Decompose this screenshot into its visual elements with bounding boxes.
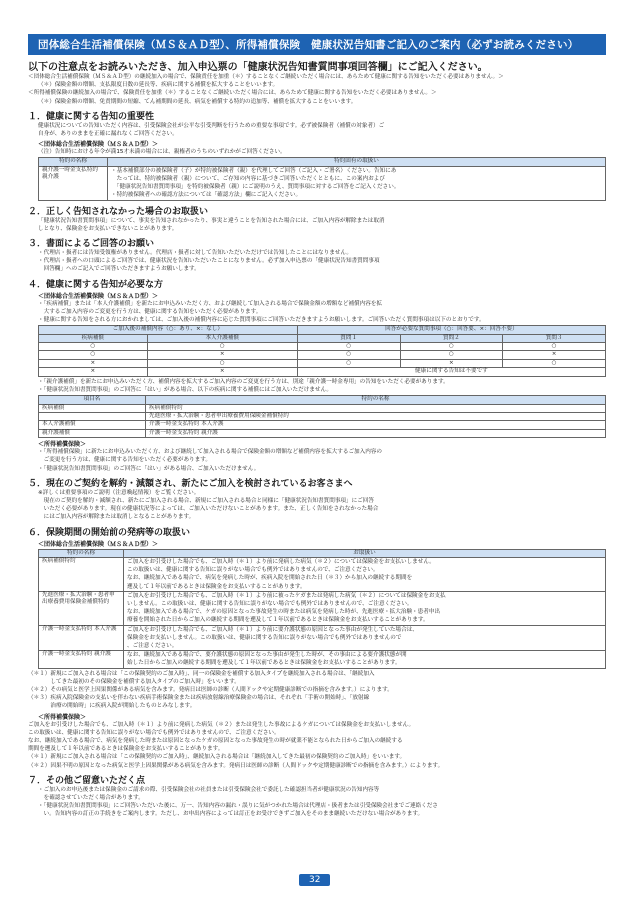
table-cell: 介護一時金支払特約 親介護	[146, 429, 606, 437]
section-4-body2: ・「所得補償保険」に新たにお申込みいただく方、および継続して加入される場合で保険金額の増額など補償内容を拡大するご加入内容の	[38, 449, 383, 456]
section-5-body: 現在のご契約を解約・減額され、新たにご加入される場合、新規にご加入される場合と同様に「健康状況告知書質問事項」にご回答	[38, 497, 374, 504]
table-cell: ×	[39, 368, 148, 376]
table-cell: 先進医療・拡大治験・患者申出療養費用保険金補償特約	[146, 412, 606, 420]
section-4-note: ・「健康状況告知書質問事項」のご回答に「はい」がある場合、以下の疾病に関する補償にはご加入いただけません。	[38, 386, 333, 393]
table-line: なお、継続加入である場合で、病気を発病した時が、疾病入院を開始された日（＊３）から加入の継続する期間を	[127, 575, 413, 582]
section-1-table	[38, 157, 606, 200]
section-2-body: しとなり、保険金をお支払いできないことがあります。	[38, 225, 178, 232]
table-line: 遡及して１年以前であるときは保険金をお支払いすることがあります。	[127, 583, 306, 590]
table-cell: 介護一時金支払特約 本人介護	[146, 421, 606, 429]
table-line: ・特約被保険者への確認方法については「確認方法」欄にご記入ください。	[111, 192, 302, 199]
table-cell: ○	[147, 359, 297, 367]
section-4-body: ・「疾病補償」または「本人介護補償」を新たにお申込みいただく方、および継続して加入される場合で保険金額の増額など補償内容を拡	[38, 300, 383, 307]
section-6-note: 治療の開始時」に疾病入院が開始したものとみなします。	[28, 703, 196, 710]
section-2-title: ２．正しく告知されなかった場合のお取扱い	[28, 206, 209, 217]
section-1-note: （注）告知時における年令が満15才未満の場合には、親権者のうちのいずれかがご回答ください。	[38, 149, 286, 156]
table-row	[39, 359, 606, 367]
section-6-body2: 期間を遡及して１年以前であるときは保険金をお支払いすることがあります。	[28, 746, 224, 753]
table-header: お取扱い	[124, 549, 606, 557]
table-header: 特約の名称	[146, 396, 606, 404]
table-row	[39, 412, 606, 420]
table-cell	[124, 591, 606, 625]
section-6-body2: この取扱いは、健康に関する告知に誤りがない場合でも例外ではありませんので、ご注意ください。	[28, 729, 280, 736]
section-6-note: （＊２）その病気と医学上因果関係がある病気を含みます。発病日は医師の診断（人間ドックや定期健康診断での指摘を含みます。）によります。	[28, 687, 393, 694]
table-cell: 介護一時金支払特約 親介護	[39, 651, 124, 668]
section-6-body2: ご加入をお引受けした場合でも、ご加入時（＊１）より前に発病した病気（＊２）または発生した事故によるケガについては保険金をお支払いしません。	[28, 721, 415, 728]
table-row	[39, 343, 606, 351]
section-2-body: 「健康状況告知書質問事項」について、事実を告知されなかったり、事実と違うことを告知された場合には、ご加入内容が解除または取消	[38, 217, 385, 224]
table-line: いしません。この取扱いは、健康に関する告知に誤りがない場合でも例外ではありませんので、ご注意ください。	[127, 600, 413, 607]
table-cell: 健康に関する告知は不要です	[297, 368, 605, 376]
table-line: 保険金をお支払いしません。この取扱いは、健康に関する告知に誤りがない場合でも例外ではありませんので	[127, 634, 402, 641]
table-cell: ○	[503, 343, 606, 351]
section-4-sub2: ＜所得補償保険＞	[38, 441, 87, 449]
section-6-note: （＊１）新規にご加入される場合は「この保険契約のご加入時」、同一の保険金を補償する加入タイプを継続加入される場合は、「継続加入	[28, 670, 375, 677]
section-1-sub: ＜団体総合生活補償保険（ＭＳ＆ＡＤ型）＞	[38, 141, 159, 149]
section-5-body: いただく必要があります。現在の健康状況等によっては、ご加入いただけないことがあります。また、正しく告知をされなかった場合	[38, 506, 379, 513]
section-3-body: 回答欄」へのご記入でご回答いただきますようお願いします。	[38, 266, 200, 273]
section-7-title: ７．その他ご留意いただく点	[28, 775, 146, 786]
section-6-body2: （＊２）因果不明の原因となった病気と医学上因果関係がある病気を含みます。発病日は医師の診断（人間ドックや定期健康診断での指摘を含みます。）によります。	[28, 762, 444, 769]
table-cell: 親介護補償	[39, 429, 146, 437]
table-row	[39, 429, 606, 437]
table-line: 、ご注意ください。	[127, 643, 178, 649]
table-row	[39, 591, 606, 625]
banner: 団体総合生活補償保険（ＭＳ＆ＡＤ型）、所得補償保険 健康状況告知書ご記入のご案内（必ずお読みください）	[28, 34, 606, 55]
table-header: ご加入後の補償内容（○：あり、×：なし）	[39, 326, 298, 334]
section-4-body2: ・「健康状況告知書質問事項」のご回答に「はい」がある場合、ご加入いただけません。	[38, 465, 260, 472]
table-cell: ×	[147, 351, 297, 359]
table-line: ・基本補償部分の被保険者（子）が特約被保険者（親）を代理してご回答（ご記入・ご署名）ください。告知にあ	[111, 167, 397, 174]
table-cell: ○	[297, 343, 400, 351]
table-cell: ○	[297, 351, 400, 359]
table-line: 「健康状況告知書質問事項」を特約被保険者（親）にご説明のうえ、質問事項に対するご回答をご記入ください。	[111, 184, 400, 191]
table-header: 項目名	[39, 396, 146, 404]
intro-line: ＜所得補償保険の継続加入の場合で、保険責任を加重（＊）することなくご継続いただく場合には、あらためて健康に関する告知をいただく必要はありません。＞	[28, 90, 437, 97]
table-row	[39, 351, 606, 359]
table-line: ご加入をお引受けした場合でも、ご加入時（＊１）より前に被ったケガまたは発病した病気（＊２）については保険金をお支払	[127, 592, 446, 599]
table-subheader: 質問３	[503, 334, 606, 342]
table-cell: 介護一時金支払特約 本人介護	[39, 625, 124, 651]
table-line: 始した日からご加入の継続する期間を遡及して１年以前であるときは保険金をお支払いすることがあります。	[127, 660, 401, 667]
table-line: ご加入をお引受けした場合でも、ご加入時（＊１）より前に要介護状態の原因となった事由が発生していた場合は、	[127, 626, 418, 633]
table-cell: ×	[147, 368, 297, 376]
section-4-note: ・「親介護補償」を新たにお申込みいただく方、補償内容を拡大するご加入内容のご変更を行う方は、別途「親介護一時金専用」の告知をいただく必要があります。	[38, 378, 449, 385]
table-cell	[124, 625, 606, 651]
section-4-question-table	[38, 325, 606, 376]
section-4-title: ４．健康に関する告知が必要な方	[28, 279, 164, 290]
section-3-body: ・代理店・扱者への口頭によるご回答では、健康状況を告知いただいたことになりません。必ず加入申込票の「健康状況告知書質問事項	[38, 258, 380, 265]
section-4-body: ・健康に関する告知をされる方におかれましては、ご加入後の補償内容に応じた質問事項にご回答いただきますようお願いします。ご回答いただく質問事項は以下のとおりです。	[38, 317, 485, 324]
section-6-sub2: ＜所得補償保険＞	[38, 713, 87, 721]
table-cell: ○	[39, 351, 148, 359]
table-row	[39, 651, 606, 668]
section-6-sub: ＜団体総合生活補償保険（ＭＳ＆ＡＤ型）＞	[38, 540, 159, 548]
table-cell: 親介護一時金支払特約 親介護	[39, 166, 108, 200]
section-4-rider-table	[38, 395, 606, 438]
table-cell: ×	[39, 359, 148, 367]
table-cell	[39, 412, 146, 420]
table-cell: ×	[503, 351, 606, 359]
section-1-title: １．健康に関する告知の重要性	[28, 111, 155, 122]
page-number: 32	[299, 874, 330, 886]
table-row	[39, 421, 606, 429]
table-cell	[124, 651, 606, 668]
table-header: 特約の名称	[39, 158, 108, 166]
table-line: 療養を開始された日からご加入の継続する期間を遡及して１年以前であるときは保険金をお支払いすることがあります。	[127, 617, 429, 624]
table-cell	[108, 166, 606, 200]
section-7-body: を確認させていただく場合があります。	[38, 795, 144, 802]
section-6-note: してきた最初のその保険金を補償する加入タイプのご加入時」をいいます。	[28, 678, 240, 685]
table-cell: 疾病補償特約	[39, 557, 124, 591]
section-5-title: ５．現在のご契約を解約・減額され、新たにご加入を検討されているお客さまへ	[28, 478, 353, 489]
table-subheader: 質問２	[400, 334, 503, 342]
table-cell: ○	[147, 343, 297, 351]
table-cell: 先進医療・拡大治験・患者申出療養費用保険金補償特約	[39, 591, 124, 625]
table-cell: ×	[400, 359, 503, 367]
section-4-sub: ＜団体総合生活補償保険（ＭＳ＆ＡＤ型）＞	[38, 292, 159, 300]
table-cell	[124, 557, 606, 591]
section-7-body: ・ご加入のお申込後または保険金のご請求の際、引受保険会社の社員または引受保険会社で委託した確認担当者が健康状況の告知内容等	[38, 786, 380, 793]
section-6-body2: （＊１）新規にご加入される場合は「この保険契約のご加入時」、継続加入される場合は「継続加入してきた最初の保険契約のご加入時」をいいます。	[28, 754, 406, 761]
section-5-body: ※詳しくは重要事項のご説明（注意喚起情報）をご覧ください。	[38, 489, 200, 496]
table-row	[39, 404, 606, 412]
table-cell: ○	[400, 343, 503, 351]
section-1-body: 健康状況についての告知いただく内容は、引受保険会社が公平な引受判断を行うための重要な事項です。必ず被保険者（補償の対象者）ご	[38, 122, 385, 129]
table-cell: ○	[400, 351, 503, 359]
table-line: なお、継続加入である場合で、要介護状態の原因となった事由が発生した時が、その事由による要介護状態が開	[127, 652, 407, 659]
table-cell: ○	[297, 359, 400, 367]
table-line: ご加入をお引受けした場合でも、ご加入時（＊１）より前に発病した病気（＊２）については保険金をお支払いしません。	[127, 558, 435, 565]
intro-line: （＊）保険金額の増額、支払限度日数の延長等、疾病に関する補償を拡大することをいいます。	[38, 82, 279, 89]
section-5-body: にはご加入内容が解除または取消しとなることがあります。	[38, 514, 195, 521]
table-cell: 本人介護補償	[39, 421, 146, 429]
section-4-body: 大するご加入内容のご変更を行う方は、健康に関する告知をいただく必要があります。	[38, 308, 262, 315]
section-6-table	[38, 549, 606, 669]
section-6-note: （＊３）疾病入院保険金の支払いを伴わない疾病手術保険金または疾病放射線治療保険金の場合は、それぞれ「手術の開始時」、「放射線	[28, 695, 370, 702]
table-header: 特約の名称	[39, 549, 124, 557]
section-4-body2: ご変更を行う方は、健康に関する告知をいただく必要があります。	[38, 457, 211, 464]
table-cell: 疾病補償	[39, 404, 146, 412]
table-header: 回答が必要な質問事項（○：回答要、×：回答不要）	[297, 326, 605, 334]
table-line: この取扱いは、健康に関する告知に誤りがない場合でも例外ではありませんので、ご注意ください。	[127, 567, 379, 574]
table-line: たっては、特約被保険者（親）について、ご存知の内容に基づきご回答いただくとともに、この案内および	[111, 176, 385, 183]
table-header: 特約固有の取扱い	[108, 158, 606, 166]
section-7-body: い。告知内容の訂正の手続きをご案内します。ただし、お申出内容によっては訂正をお受けできずご加入をそのまま継続いただけない場合があります。	[38, 811, 424, 818]
section-6-title: ６．保険期間の開始前の発病等の取扱い	[28, 527, 191, 538]
table-subheader: 疾病補償	[39, 334, 148, 342]
intro-line: ＜団体総合生活補償保険（ＭＳ＆ＡＤ型）の継続加入の場合で、保険責任を加重（＊）することなくご継続いただく場合には、あらためて健康に関する告知をいただく必要はありません。＞	[28, 74, 504, 80]
table-row	[39, 557, 606, 591]
section-3-body: ・代理店・扱者には告知受領権がありません。代理店・扱者に対して告知いただいただけでは告知したことにはなりません。	[38, 250, 352, 257]
table-cell: 疾病補償特約	[146, 404, 606, 412]
section-6-body2: なお、継続加入である場合で、病気を発病した時または原因となったケガの原因となった事故発生の時が就業不能となられた日からご加入の継続する	[28, 738, 403, 745]
table-line: なお、継続加入である場合で、ケガの原因となった事故発生の時または病気を発病した時が、先進医療・拡大治験・患者申出	[127, 609, 441, 616]
intro-line: （＊）保険金額の増額、免責期間の短縮、てん補期間の延長、病気を補償する特約の追加等、補償を拡大することをいいます。	[38, 98, 357, 105]
table-subheader: 本人介護補償	[147, 334, 297, 342]
section-3-title: ３．書面によるご回答のお願い	[28, 239, 155, 250]
section-1-body: 自身が、ありのままを正確に漏れなくご回答ください。	[38, 131, 178, 138]
table-cell: ○	[39, 343, 148, 351]
table-cell: ○	[503, 359, 606, 367]
section-7-body: ・「健康状況告知書質問事項」にご回答いただいた後に、万一、告知内容の漏れ・誤りに気がつかれた場合は代理店・扱者または引受保険会社までご連絡くださ	[38, 803, 438, 810]
table-row	[39, 625, 606, 651]
table-subheader: 質問１	[297, 334, 400, 342]
table-row	[39, 368, 606, 376]
notice: 以下の注意点をお読みいただき、加入申込票の「健康状況告知書質問事項回答欄」にご記入ください。	[28, 62, 488, 73]
